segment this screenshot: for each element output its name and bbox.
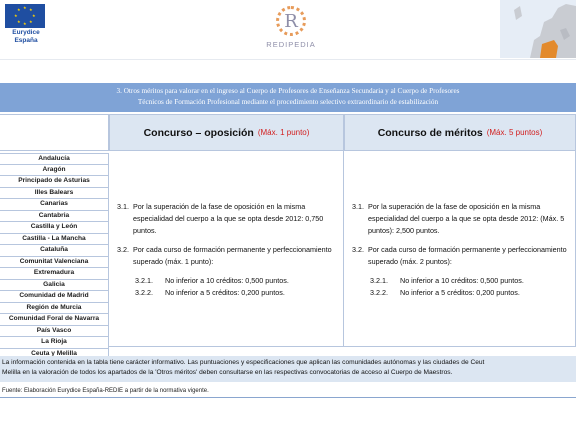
region-row: Comunitat Valenciana — [0, 257, 109, 269]
merit-subnumber: 3.2.2. — [135, 287, 153, 297]
info-note-line1: La información contenida en la tabla tiene carácter informativo. Las puntuaciones y especificaciones que aplican las comunidades autónomas y las ciudades de Ceut — [2, 359, 485, 366]
region-row: País Vasco — [0, 326, 109, 338]
region-row: Andalucía — [0, 153, 109, 165]
merit-subitem — [135, 287, 337, 299]
merit-subtext: No inferior a 10 créditos: 0,500 puntos. — [400, 276, 524, 285]
page-banner — [0, 0, 576, 60]
merit-text: Por la superación de la fase de oposición en la misma especialidad del cuerpo a la que se opta desde 2012: (Máx. 5 puntos): 2,500 puntos. — [368, 202, 565, 235]
region-row: Principado de Asturias — [0, 176, 109, 188]
column-heading: Concurso de méritos — [377, 126, 483, 139]
column-max-points: (Máx. 5 puntos) — [486, 128, 543, 137]
region-row: Galicia — [0, 280, 109, 292]
merit-number: 3.2. — [117, 245, 129, 254]
region-row: La Rioja — [0, 337, 109, 349]
column-header-concurso-oposicion — [109, 114, 344, 151]
region-row: Castilla y León — [0, 222, 109, 234]
region-row: Comunidad de Madrid — [0, 291, 109, 303]
merit-number: 3.2. — [352, 245, 364, 254]
merit-subitem — [370, 275, 569, 287]
merit-subtext: No inferior a 5 créditos: 0,200 puntos. — [165, 287, 285, 297]
redipedia-logo — [262, 6, 320, 56]
eu-flag-icon: ★ ★ ★ ★ ★ ★ ★ ★ — [5, 4, 45, 28]
redipedia-mark-icon: R — [276, 6, 306, 36]
eurydice-label: Eurydice — [12, 29, 40, 36]
region-row: Extremadura — [0, 268, 109, 280]
merits-table — [0, 114, 576, 356]
region-row: Ceuta y Melilla — [0, 349, 109, 361]
source-caption: Fuente: Elaboración Eurydice España-REDIE a partir de la normativa vigente. — [2, 388, 209, 394]
espana-label: España — [14, 37, 38, 44]
eurydice-logo — [4, 4, 48, 52]
table-title-line2: Técnicos de Formación Profesional mediante el procedimiento selectivo extraordinario de estabilización — [137, 98, 439, 106]
region-row: Comunidad Foral de Navarra — [0, 314, 109, 326]
merit-item — [352, 244, 569, 268]
merit-item — [117, 244, 337, 268]
merit-subitem — [370, 287, 569, 299]
column-heading: Concurso – oposición — [143, 126, 254, 139]
merit-item — [352, 201, 569, 237]
region-row: Illes Balears — [0, 188, 109, 200]
merit-subitem — [135, 275, 337, 287]
region-row: Canarias — [0, 199, 109, 211]
table-title-line1: 3. Otros méritos para valorar en el ingreso al Cuerpo de Profesores de Enseñanza Secundaria y al Cuerpo de Profesores — [116, 87, 460, 95]
merit-subtext: No inferior a 5 créditos: 0,200 puntos. — [400, 287, 520, 297]
concurso-meritos-cell — [344, 151, 576, 347]
region-row: Región de Murcia — [0, 303, 109, 315]
merit-subtext: No inferior a 10 créditos: 0,500 puntos. — [165, 276, 289, 285]
merit-text: Por cada curso de formación permanente y perfeccionamiento superado (máx. 2 puntos): — [368, 245, 567, 266]
info-note-line2: Melilla en la valoración de todos los apartados de la 'Otros méritos' deben consultarse en las respectivas convocatorias de acceso al Cuerpo de Maestros. — [2, 369, 453, 376]
merit-text: Por la superación de la fase de oposición en la misma especialidad del cuerpo a la que se opta desde 2012: 0,750 puntos. — [133, 202, 324, 235]
region-row: Aragón — [0, 165, 109, 177]
column-header-concurso-meritos — [344, 114, 576, 151]
redipedia-name: REDIPEDIA — [266, 40, 316, 49]
merit-subnumber: 3.2.1. — [370, 276, 388, 285]
merit-number: 3.1. — [352, 202, 364, 211]
table-title-bar — [0, 83, 576, 112]
region-row: Cantabria — [0, 211, 109, 223]
region-row: Cataluña — [0, 245, 109, 257]
table-corner-cell — [0, 114, 109, 151]
merit-subnumber: 3.2.1. — [135, 276, 153, 285]
region-row: Castilla - La Mancha — [0, 234, 109, 246]
regions-list — [0, 153, 109, 360]
europe-map-image — [500, 0, 576, 58]
info-note — [0, 356, 576, 382]
merit-text: Por cada curso de formación permanente y perfeccionamiento superado (máx. 1 punto): — [133, 245, 332, 266]
concurso-oposicion-cell — [109, 151, 344, 347]
merit-item — [117, 201, 337, 237]
column-max-points: (Máx. 1 punto) — [257, 128, 310, 137]
footer-divider — [0, 397, 576, 398]
merit-subnumber: 3.2.2. — [370, 287, 388, 297]
merit-number: 3.1. — [117, 202, 129, 211]
